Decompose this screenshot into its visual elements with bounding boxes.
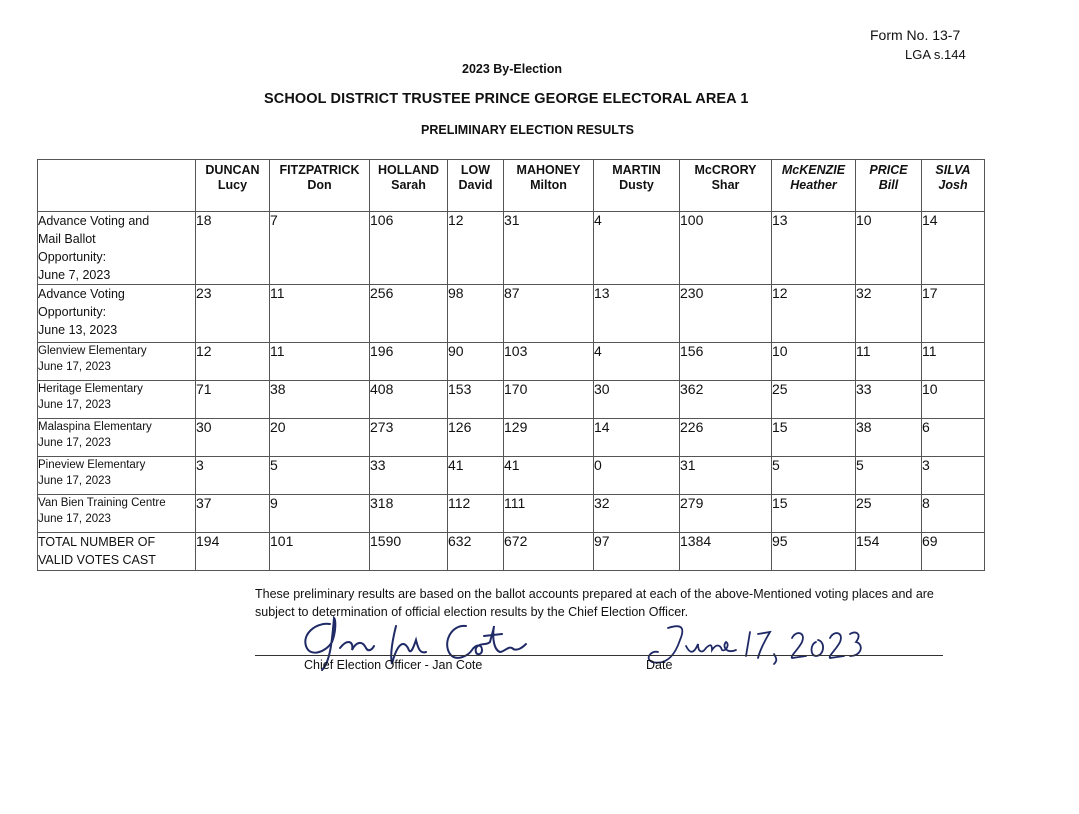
location-cell <box>38 457 196 495</box>
vote-count-cell: 0 <box>594 457 680 495</box>
officer-label: Chief Election Officer - Jan Cote <box>304 658 483 672</box>
vote-count-cell: 25 <box>772 381 856 419</box>
location-line: June 17, 2023 <box>38 361 111 373</box>
location-line: Opportunity: <box>38 305 107 319</box>
vote-count-cell: 41 <box>504 457 594 495</box>
vote-count-cell: 5 <box>270 457 370 495</box>
vote-count-cell: 90 <box>448 343 504 381</box>
vote-count-cell: 100 <box>680 212 772 285</box>
location-cell <box>38 285 196 343</box>
vote-count-cell: 13 <box>594 285 680 343</box>
location-cell <box>38 343 196 381</box>
election-name: 2023 By-Election <box>462 62 563 76</box>
vote-count-cell: 31 <box>504 212 594 285</box>
vote-count-cell: 32 <box>594 495 680 533</box>
vote-count-cell: 126 <box>448 419 504 457</box>
location-line: June 7, 2023 <box>38 268 111 282</box>
vote-count-cell: 3 <box>922 457 985 495</box>
candidate-header <box>680 160 772 212</box>
vote-count-cell: 112 <box>448 495 504 533</box>
vote-count-cell: 4 <box>594 212 680 285</box>
vote-count-cell: 106 <box>370 212 448 285</box>
vote-count-cell: 9 <box>270 495 370 533</box>
location-line: Heritage Elementary <box>38 383 143 395</box>
table-row <box>38 381 985 419</box>
vote-count-cell: 103 <box>504 343 594 381</box>
vote-count-cell: 10 <box>922 381 985 419</box>
location-line: Mail Ballot <box>38 232 96 246</box>
vote-count-cell: 5 <box>772 457 856 495</box>
vote-count-cell: 98 <box>448 285 504 343</box>
candidate-first-name: Shar <box>711 178 740 192</box>
location-cell <box>38 419 196 457</box>
vote-count-cell: 279 <box>680 495 772 533</box>
vote-count-cell: 23 <box>196 285 270 343</box>
candidate-last-name: HOLLAND <box>377 163 440 177</box>
vote-count-cell: 97 <box>594 533 680 571</box>
candidate-last-name: MARTIN <box>612 163 661 177</box>
candidate-last-name: SILVA <box>935 163 971 177</box>
location-cell <box>38 381 196 419</box>
vote-count-cell: 15 <box>772 495 856 533</box>
location-line: June 17, 2023 <box>38 399 111 411</box>
candidate-last-name: DUNCAN <box>205 163 260 177</box>
candidate-first-name: David <box>458 178 493 192</box>
vote-count-cell: 25 <box>856 495 922 533</box>
vote-count-cell: 14 <box>922 212 985 285</box>
candidate-header <box>922 160 985 212</box>
candidate-last-name: FITZPATRICK <box>279 163 360 177</box>
vote-count-cell: 194 <box>196 533 270 571</box>
candidate-header <box>772 160 856 212</box>
table-row <box>38 212 985 285</box>
vote-count-cell: 38 <box>856 419 922 457</box>
location-line: Advance Voting <box>38 287 125 301</box>
location-line: Van Bien Training Centre <box>38 497 166 509</box>
candidate-first-name: Heather <box>790 178 837 192</box>
vote-count-cell: 32 <box>856 285 922 343</box>
vote-count-cell: 226 <box>680 419 772 457</box>
location-line: June 17, 2023 <box>38 437 111 449</box>
vote-count-cell: 111 <box>504 495 594 533</box>
vote-count-cell: 33 <box>370 457 448 495</box>
location-line: Opportunity: <box>38 250 107 264</box>
location-line: TOTAL NUMBER OF <box>38 535 156 549</box>
candidate-first-name: Josh <box>938 178 968 192</box>
candidate-header <box>370 160 448 212</box>
vote-count-cell: 10 <box>772 343 856 381</box>
table-row <box>38 285 985 343</box>
vote-count-cell: 18 <box>196 212 270 285</box>
candidate-header <box>270 160 370 212</box>
location-line: June 17, 2023 <box>38 513 111 525</box>
candidate-first-name: Sarah <box>391 178 426 192</box>
total-row <box>38 533 985 571</box>
vote-count-cell: 20 <box>270 419 370 457</box>
vote-count-cell: 33 <box>856 381 922 419</box>
candidate-last-name: LOW <box>460 163 491 177</box>
location-line: Glenview Elementary <box>38 345 147 357</box>
vote-count-cell: 170 <box>504 381 594 419</box>
vote-count-cell: 30 <box>196 419 270 457</box>
table-row <box>38 343 985 381</box>
candidate-first-name: Dusty <box>619 178 654 192</box>
candidate-last-name: PRICE <box>869 163 908 177</box>
location-line: Advance Voting and <box>38 214 150 228</box>
vote-count-cell: 153 <box>448 381 504 419</box>
vote-count-cell: 1590 <box>370 533 448 571</box>
table-row <box>38 457 985 495</box>
candidate-last-name: MAHONEY <box>516 163 581 177</box>
date-label: Date <box>646 658 673 672</box>
location-line: Pineview Elementary <box>38 459 146 471</box>
vote-count-cell: 256 <box>370 285 448 343</box>
location-line: June 17, 2023 <box>38 475 111 487</box>
candidate-header <box>594 160 680 212</box>
vote-count-cell: 196 <box>370 343 448 381</box>
candidate-header <box>196 160 270 212</box>
vote-count-cell: 38 <box>270 381 370 419</box>
vote-count-cell: 17 <box>922 285 985 343</box>
vote-count-cell: 12 <box>448 212 504 285</box>
vote-count-cell: 15 <box>772 419 856 457</box>
vote-count-cell: 408 <box>370 381 448 419</box>
location-header <box>38 160 196 212</box>
vote-count-cell: 10 <box>856 212 922 285</box>
location-line: VALID VOTES CAST <box>38 553 156 567</box>
candidate-header <box>448 160 504 212</box>
vote-count-cell: 156 <box>680 343 772 381</box>
vote-count-cell: 11 <box>270 285 370 343</box>
vote-count-cell: 230 <box>680 285 772 343</box>
vote-count-cell: 7 <box>270 212 370 285</box>
vote-count-cell: 30 <box>594 381 680 419</box>
candidate-last-name: McCRORY <box>694 163 757 177</box>
vote-count-cell: 12 <box>196 343 270 381</box>
page-title: SCHOOL DISTRICT TRUSTEE PRINCE GEORGE ELECTORAL AREA 1 <box>264 91 749 107</box>
signature-line <box>255 655 943 656</box>
vote-count-cell: 71 <box>196 381 270 419</box>
vote-count-cell: 273 <box>370 419 448 457</box>
vote-count-cell: 1384 <box>680 533 772 571</box>
vote-count-cell: 3 <box>196 457 270 495</box>
candidate-first-name: Lucy <box>217 178 248 192</box>
vote-count-cell: 31 <box>680 457 772 495</box>
page-subtitle: PRELIMINARY ELECTION RESULTS <box>421 123 634 137</box>
location-cell <box>38 495 196 533</box>
vote-count-cell: 95 <box>772 533 856 571</box>
location-line: June 13, 2023 <box>38 323 118 337</box>
vote-count-cell: 8 <box>922 495 985 533</box>
results-table <box>37 159 985 571</box>
candidate-last-name: McKENZIE <box>781 163 846 177</box>
vote-count-cell: 14 <box>594 419 680 457</box>
candidate-header <box>856 160 922 212</box>
vote-count-cell: 12 <box>772 285 856 343</box>
vote-count-cell: 11 <box>270 343 370 381</box>
vote-count-cell: 5 <box>856 457 922 495</box>
location-line: Malaspina Elementary <box>38 421 152 433</box>
form-number: Form No. 13-7 <box>870 27 961 43</box>
location-cell <box>38 212 196 285</box>
candidate-first-name: Bill <box>878 178 899 192</box>
vote-count-cell: 129 <box>504 419 594 457</box>
vote-count-cell: 101 <box>270 533 370 571</box>
location-cell <box>38 533 196 571</box>
vote-count-cell: 11 <box>922 343 985 381</box>
vote-count-cell: 37 <box>196 495 270 533</box>
vote-count-cell: 4 <box>594 343 680 381</box>
vote-count-cell: 318 <box>370 495 448 533</box>
vote-count-cell: 632 <box>448 533 504 571</box>
header-row <box>38 160 985 212</box>
vote-count-cell: 6 <box>922 419 985 457</box>
vote-count-cell: 672 <box>504 533 594 571</box>
vote-count-cell: 69 <box>922 533 985 571</box>
handwritten-date-image <box>646 622 866 668</box>
vote-count-cell: 13 <box>772 212 856 285</box>
candidate-first-name: Milton <box>530 178 567 192</box>
vote-count-cell: 41 <box>448 457 504 495</box>
table-row <box>38 495 985 533</box>
vote-count-cell: 11 <box>856 343 922 381</box>
vote-count-cell: 362 <box>680 381 772 419</box>
vote-count-cell: 87 <box>504 285 594 343</box>
disclaimer-note: These preliminary results are based on the ballot accounts prepared at each of the above-Mentioned voting places and are subject to determination of official election results by the Chief Election Officer. <box>255 587 934 619</box>
table-row <box>38 419 985 457</box>
lga-reference: LGA s.144 <box>905 47 966 62</box>
candidate-first-name: Don <box>307 178 332 192</box>
vote-count-cell: 154 <box>856 533 922 571</box>
candidate-header <box>504 160 594 212</box>
